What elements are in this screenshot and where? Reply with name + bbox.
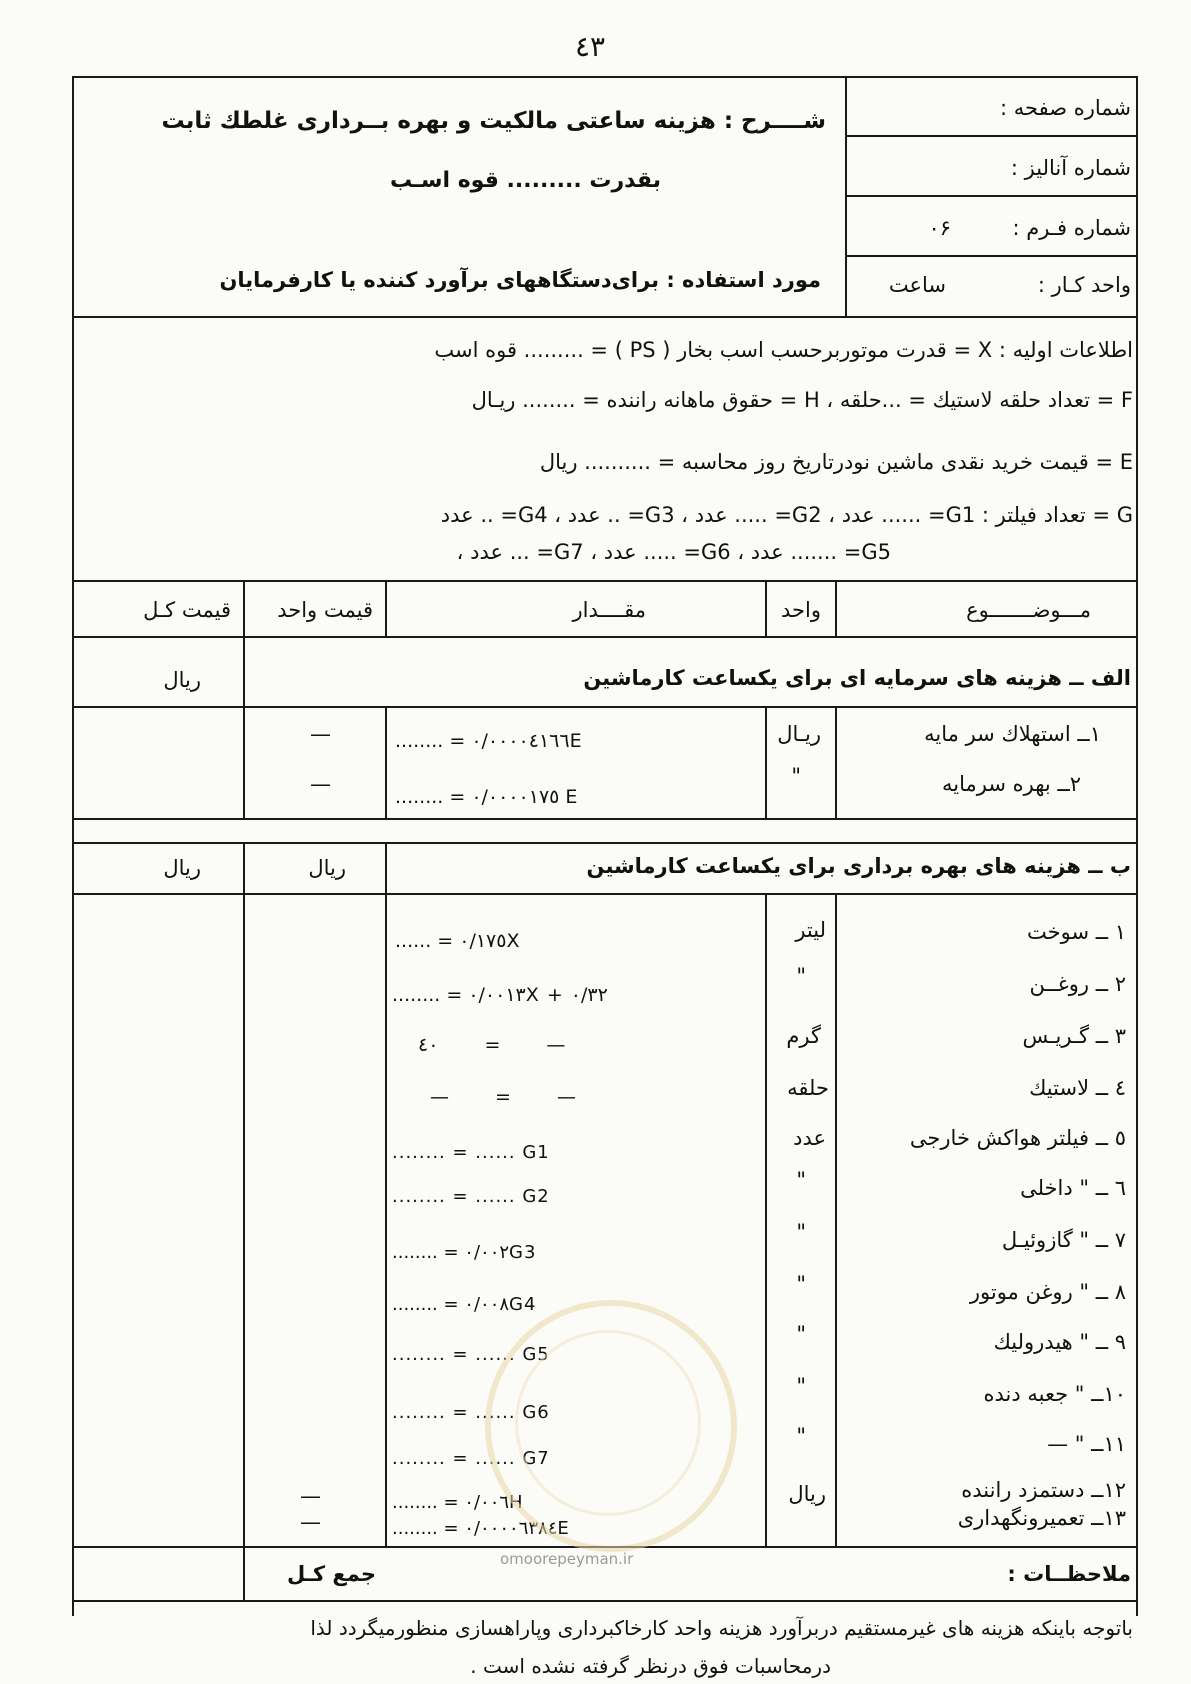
col-line (765, 580, 767, 638)
col-line (835, 893, 837, 1547)
row-subject: ۲ ــ روغــن (1029, 972, 1126, 996)
work-unit-label: واحد کـار : (1037, 273, 1131, 297)
section-b-unit-price-unit: ریال (308, 856, 346, 880)
notes-label: ملاحظــات : (1007, 1562, 1131, 1586)
row-quantity: ........ = ...... G1 (392, 1142, 550, 1163)
col-total-price: قیمت کـل (143, 598, 231, 622)
page-no-label: شماره صفحه : (1000, 96, 1131, 120)
row-unit: " (796, 1322, 806, 1346)
watermark-site: omoorepeyman.ir (500, 1550, 634, 1568)
row-unit-price: — (310, 722, 331, 746)
row-subject: ٥ ــ فیلتر هواکش خارجی (909, 1126, 1126, 1150)
col-line (243, 1546, 245, 1602)
row-unit: " (796, 1220, 806, 1244)
row-quantity: ........ = ۰/۰۰۰۰٤١٦٦E (395, 730, 583, 752)
row-subject: ٧ ــ " گازوئیـل (1001, 1228, 1126, 1252)
section-b-title: ب ــ هزینه های بهره برداری برای یکساعت کارماشین (586, 854, 1131, 878)
row-subject: ۱۱ــ " — (1047, 1432, 1126, 1456)
row-unit-price: — (300, 1484, 321, 1508)
row-quantity: ........ = ۰/۰۰٦H (392, 1492, 524, 1513)
header-row-line (845, 135, 1138, 137)
col-line (835, 706, 837, 820)
row-subject: ۳ ــ گـریـس (1022, 1024, 1126, 1048)
section-b-top (72, 842, 1138, 844)
col-line (243, 842, 245, 1547)
row-unit: " (796, 964, 806, 988)
header-bottom (72, 316, 1138, 318)
row-unit: گرم (786, 1024, 821, 1048)
header-row-line (845, 195, 1138, 197)
row-quantity: — = — (430, 1086, 576, 1108)
column-header-top (72, 580, 1138, 582)
col-unit: واحد (781, 598, 821, 622)
row-unit: ریـال (777, 722, 821, 746)
usage-line: مورد استفاده : برای‌دستگاههای برآورد کننده یا کارفرمایان (219, 268, 821, 292)
row-subject: ٤ ــ لاستیك (1029, 1076, 1126, 1100)
row-quantity: ........ = ۰/۰۰٨G4 (392, 1294, 537, 1315)
section-a-title-bottom (72, 706, 1138, 708)
row-subject: ٨ ــ " روغن موتور (969, 1280, 1126, 1304)
row-subject: ۱۰ــ " جعبه دنده (983, 1382, 1126, 1406)
info-line-4: G = تعداد فیلتر : G1= ...... عدد ، G2= ..... عدد ، G3= .. عدد ، G4= .. عدد (440, 503, 1133, 527)
col-line (243, 580, 245, 638)
col-line (243, 706, 245, 820)
col-line (385, 842, 387, 894)
frame-top (72, 76, 1138, 78)
section-a-total-unit: ریال (163, 668, 201, 692)
section-b-title-bottom (72, 893, 1138, 895)
row-subject: ۱۲ــ دستمزد راننده (961, 1478, 1126, 1502)
info-line-5: G5= ....... عدد ، G6= ..... عدد ، G7= ... عدد ، (456, 540, 891, 564)
row-quantity: ٤۰ = — (418, 1034, 566, 1056)
col-line (835, 580, 837, 638)
section-a-title: الف ــ هزینه های سرمایه ای برای یکساعت کارماشین (583, 666, 1131, 690)
section-b-total-unit: ریال (163, 856, 201, 880)
section-a-bottom (72, 818, 1138, 820)
col-line (243, 636, 245, 708)
col-unit-price: قیمت واحد (277, 598, 373, 622)
row-unit: ریال (788, 1482, 826, 1506)
grand-total-bottom (72, 1600, 1138, 1602)
form-description: شــــرح : هزینه ساعتی مالکیت و بهره بــرداری غلطك ثابت (161, 108, 826, 134)
form-no-label: شماره فـرم : (1012, 216, 1131, 240)
col-quantity: مقــــدار (572, 598, 646, 622)
row-quantity: ........ = ...... G6 (392, 1402, 550, 1423)
row-unit-price: — (300, 1510, 321, 1534)
frame-right (1136, 76, 1138, 1616)
row-unit: " (796, 1272, 806, 1296)
row-subject: ٦ ــ " داخلی (1020, 1176, 1126, 1200)
row-unit-price: — (310, 772, 331, 796)
row-unit: " (796, 1374, 806, 1398)
form-no-value: ۰۶ (928, 216, 951, 240)
capacity-line: بقدرت ......... قوه اسـب (390, 168, 661, 193)
row-quantity: ........ = ۰/۰۰۰۰١٧٥ E (395, 786, 579, 808)
row-unit: " (791, 764, 801, 788)
row-quantity: ........ = ۰/۰۰٢G3 (392, 1242, 537, 1263)
grand-total-label: جمع کـل (286, 1562, 376, 1586)
watermark-seal-inner (515, 1330, 701, 1516)
row-unit: حلقه (787, 1076, 829, 1100)
row-quantity: ........ = ...... G5 (392, 1344, 550, 1365)
info-line-1: اطلاعات اولیه : X = قدرت موتوربرحسب اسب بخار ( PS ) = ......... قوه اسب (434, 338, 1133, 362)
row-quantity: ........ = ...... G7 (392, 1448, 550, 1469)
row-subject: ٩ ــ " هیدرولیك (993, 1330, 1126, 1354)
row-unit: " (796, 1168, 806, 1192)
row-quantity: ...... = ۰/١٧٥X (395, 930, 521, 952)
frame-left (72, 76, 74, 1616)
col-subject: مـــوضـــــــوع (966, 598, 1091, 622)
header-row-line (845, 255, 1138, 257)
row-subject: ۲ــ بهره سرمایه (942, 772, 1081, 796)
info-line-2: F = تعداد حلقه لاستیك = ...حلقه ، H = حقوق ماهانه راننده = ........ ریـال (471, 388, 1133, 412)
row-unit: لیتر (795, 918, 826, 942)
col-line (765, 706, 767, 820)
row-quantity: ........ = ۰/۰۰١٣X + ۰/٣٢ (392, 984, 608, 1006)
notes-text: باتوجه باینکه هزینه های غیرمستقیم دربرآورد هزینه واحد کارخاکبرداری وپاراهسازی منظورمیگردد لذا (310, 1616, 1133, 1640)
column-header-bottom (72, 636, 1138, 638)
page-number: ٤٣ (575, 30, 606, 63)
analysis-no-label: شماره آنالیز : (1010, 156, 1131, 180)
row-unit: عدد (793, 1126, 826, 1150)
row-subject: ۱ ــ سوخت (1027, 920, 1126, 944)
row-subject: ۱۳ــ تعمیرونگهداری (957, 1506, 1126, 1530)
row-subject: ۱ــ استهلاك سر مایه (924, 722, 1101, 746)
col-line (765, 893, 767, 1547)
col-line (385, 706, 387, 820)
row-unit: " (796, 1424, 806, 1448)
col-line (385, 580, 387, 638)
work-unit-value: ساعت (888, 273, 946, 297)
col-line (385, 893, 387, 1547)
notes-text-2: درمحاسبات فوق درنظر گرفته نشده است . (470, 1654, 831, 1678)
row-quantity: ........ = ۰/۰۰۰۰٦٣٨٤E (392, 1518, 570, 1539)
info-line-3: E = قیمت خرید نقدی ماشین نودرتاریخ روز محاسبه = .......... ریال (539, 450, 1133, 474)
row-quantity: ........ = ...... G2 (392, 1186, 550, 1207)
